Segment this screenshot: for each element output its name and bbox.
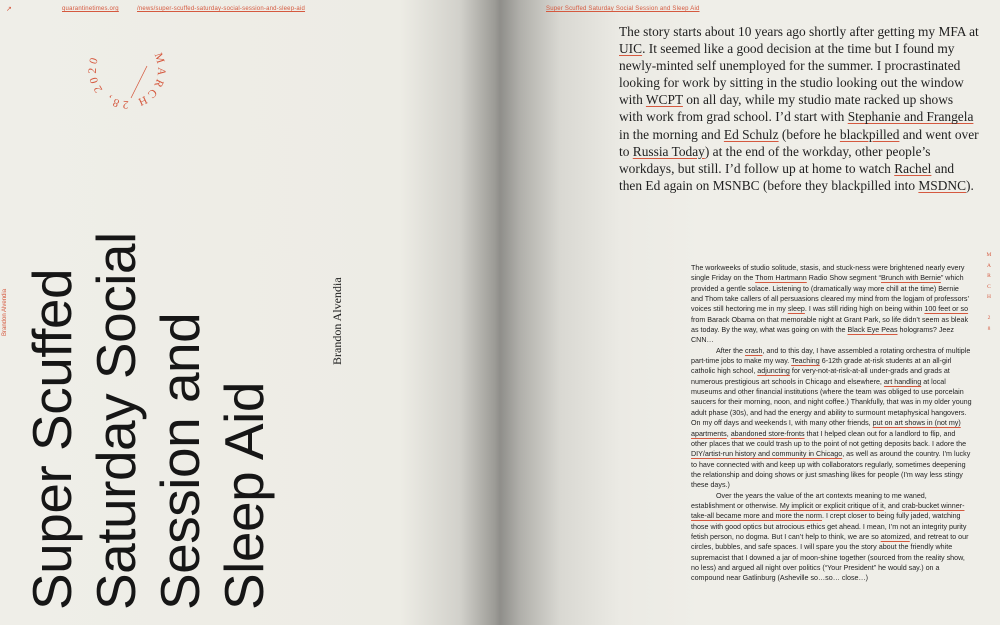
article-path-link[interactable]: /news/super-scuffed-saturday-social-session-and-sleep-aid xyxy=(137,6,306,12)
link-adjuncting[interactable]: adjuncting xyxy=(757,367,790,376)
title-line-4: Sleep Aid xyxy=(213,382,275,610)
link-wcpt[interactable]: WCPT xyxy=(645,92,683,108)
title-line-3: Session and xyxy=(149,312,211,610)
author-byline xyxy=(330,265,350,365)
link-crash[interactable]: crash xyxy=(744,346,763,355)
link-msdnc[interactable]: MSDNC xyxy=(918,177,967,193)
title-line-2: Saturday Social xyxy=(85,232,147,610)
link-atomized[interactable]: atomized xyxy=(880,532,910,541)
link-art-shows-apartments[interactable]: put on art shows in (not my) apartments xyxy=(691,419,961,438)
link-100-feet[interactable]: 100 feet or so xyxy=(924,305,969,314)
side-author-label xyxy=(2,280,12,340)
link-teaching[interactable]: Teaching xyxy=(791,357,820,366)
link-stephanie-frangela[interactable]: Stephanie and Frangela xyxy=(847,109,974,125)
link-russia-today[interactable]: Russia Today xyxy=(632,143,705,159)
link-black-eye-peas[interactable]: Black Eye Peas xyxy=(847,326,898,335)
link-sleep[interactable]: sleep xyxy=(787,305,805,314)
seal-date-text: MARCH 28, 2020 xyxy=(86,51,168,111)
link-blackpilled[interactable]: blackpilled xyxy=(839,126,900,142)
body-paragraph-3: Over the years the value of the art contexts meaning to me waned, establishment or otherwise. My implicit or explicit critique of it, and crab-bucket winner-take-all became more and more the norm. I crept closer to being fully jaded, watching those with good optics but atrocious ethics get ahead. I mean, I’m not an integrity purity fetish person, no dogma. But I can’t help to think, we are so atomized, and retreat to our circles, bubbles, and safe spaces. I will spare you the story about the friendly white supremacist that I downed a jar of moon-shine together (sourced from the reality show, no less) and argued all night over politics (“Your President” he would say.) on a compound near Gatlinburg (Asheville so…so… close…) xyxy=(691,491,969,583)
title-line-1: Super Scuffed xyxy=(21,268,83,610)
link-thom-hartmann[interactable]: Thom Hartmann xyxy=(755,274,807,283)
article-title xyxy=(20,150,280,610)
link-brunch-with-bernie[interactable]: Brunch with Bernie xyxy=(881,274,941,283)
site-link[interactable]: quarantinetimes.org xyxy=(62,6,119,12)
date-seal xyxy=(85,28,169,112)
body-paragraph-1: The workweeks of studio solitude, stasis, and stuck-ness were brightened nearly every single Friday on the Thom Hartmann Radio Show segment “Brunch with Bernie” which provided a gentle solace. Listening to (dramatically way more chill at the time) Bernie and Thom take callers of all persuasions cleared my mind from the logjam of professors’ voices still hectoring me in my sleep. I was still riding high on being within 100 feet or so from Barack Obama on that memorable night at Grant Park, so life didn’t seem as bleak as today. By the way, what was going on with the Black Eye Peas holograms? Jeez CNN… xyxy=(691,264,969,345)
link-diy-history[interactable]: DIY/artist-run history and community in Chicago xyxy=(691,450,843,459)
side-author-text: Brandon Alvendia xyxy=(2,288,8,336)
link-crab-bucket[interactable]: crab-bucket winner-take-all became more and more the norm xyxy=(691,501,965,521)
intro-paragraph: The story starts about 10 years ago shortly after getting my MFA at UIC. It seemed like a good decision at the time but I found my newly-minted self unemployed for the summer. I procrastinated looking for work by sitting in the studio looking out the window with WCPT on all day, while my studio mate racked up shows with work from grad school. I’d start with Stephanie and Frangela in the morning and Ed Schulz (before he blackpilled and went over to Russia Today) at the end of the workday, other people’s workdays, but still. I’d follow up at home to watch Rachel and then Ed again on MSNBC (before they blackpilled into MSDNC). xyxy=(619,24,979,193)
link-rachel[interactable]: Rachel xyxy=(894,160,932,176)
link-uic[interactable]: UIC xyxy=(619,41,643,57)
right-page xyxy=(500,0,1000,625)
link-critique[interactable]: My implicit or explicit critique of it xyxy=(779,501,884,510)
link-abandoned-storefronts[interactable]: abandoned store-fronts xyxy=(730,429,805,438)
external-link-icon[interactable]: ↗ xyxy=(6,6,12,13)
author-name: Brandon Alvendia xyxy=(330,277,344,365)
running-title[interactable]: Super Scuffed Saturday Social Session and Sleep Aid xyxy=(546,6,700,12)
link-art-handling[interactable]: art handling xyxy=(883,377,922,386)
side-date-label: M A R C H 2 8 xyxy=(986,252,992,332)
link-ed-schulz[interactable]: Ed Schulz xyxy=(723,126,779,142)
body-paragraph-2: After the crash, and to this day, I have assembled a rotating orchestra of multiple part-time jobs to make my way. Teaching 6-12th grade at-risk students at an all-girl catholic high school, adjuncting for very-not-at-risk-at-all under-grads and grads at numerous prestigious art schools in Chicago and elsewhere, art handling at local museums and other financial institutions (where the team was obliged to use porcelain saucers for their morning, noon, and night coffee.) Thankfully, that was in my older young adult phase (30s), and had the energy and ability to surmount metaphysical hangovers. On my off days and weekends I, with many other friends, put on art shows in (not my) apartments, abandoned store-fronts that I helped clean out for a landlord to flip, and other places that we could trash up to the point of not getting deposits back. I adore the DIY/artist-run history and community in Chicago, as well as around the country. I’m lucky to have connected with and keep up with collaborators regularly, sometimes deepening the relationship and doing shows or just smashing likes for people (I’m way less stingy these days.) xyxy=(691,346,972,490)
article-body xyxy=(691,263,972,584)
